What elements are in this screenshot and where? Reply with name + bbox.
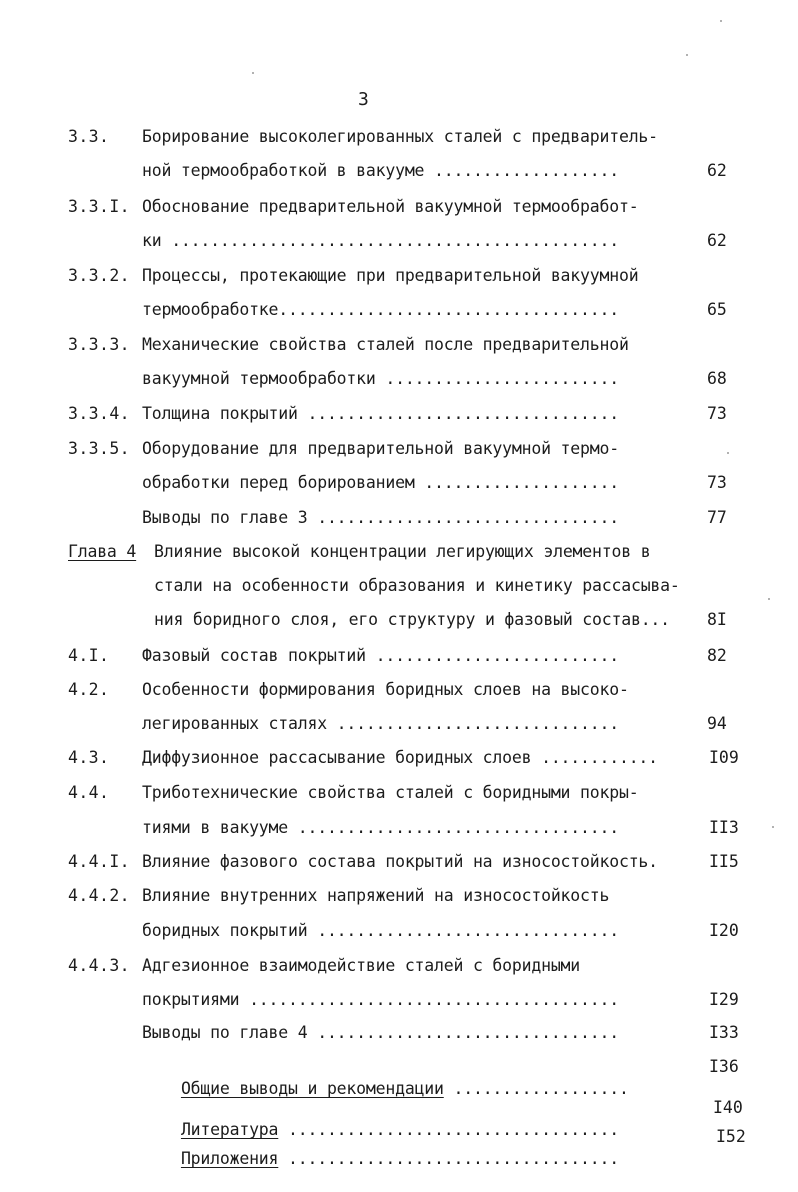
toc-section-title: Литература <box>180 1120 279 1139</box>
toc-num: 4.4. <box>68 783 110 802</box>
toc-leader: .................................. <box>278 1149 619 1168</box>
toc-num: 3.3.4. <box>68 404 131 423</box>
toc-num: 3.3. <box>68 127 110 146</box>
toc-page: II3 <box>709 818 739 837</box>
toc-num: 3.3.2. <box>68 266 131 285</box>
toc-page: 73 <box>707 404 727 423</box>
toc-page: I52 <box>716 1127 746 1146</box>
toc-page: 73 <box>707 473 727 492</box>
scan-speck <box>720 20 722 22</box>
toc-title: Влияние фазового состава покрытий на износостойкость. <box>142 852 658 871</box>
toc-num: 3.3.I. <box>68 197 131 216</box>
toc-title: Влияние внутренних напряжений на износостойкость <box>142 886 610 905</box>
toc-title-cont: покрытиями ...................................... <box>142 990 619 1009</box>
toc-title-cont: ния боридного слоя, его структуру и фазовый состав... <box>154 610 670 629</box>
toc-title: Особенности формирования боридных слоев на высоко- <box>142 680 629 699</box>
toc-num: 4.4.3. <box>68 956 131 975</box>
toc-title: Триботехнические свойства сталей с боридными покры- <box>142 783 639 802</box>
toc-page: 62 <box>707 161 727 180</box>
scan-speck <box>252 72 254 74</box>
scan-speck <box>768 598 770 600</box>
toc-title-cont: обработки перед борированием .................... <box>142 473 619 492</box>
toc-num: 4.4.I. <box>68 852 131 871</box>
toc-leader: .................. <box>443 1079 629 1098</box>
toc-num: 4.4.2. <box>68 886 131 905</box>
toc-page: 65 <box>707 300 727 319</box>
toc-title: Адгезионное взаимодействие сталей с боридными <box>142 956 581 975</box>
toc-page: I20 <box>709 921 739 940</box>
toc-num: 4.2. <box>68 680 110 699</box>
toc-title: Борирование высоколегированных сталей с предваритель- <box>142 127 658 146</box>
toc-page: I40 <box>713 1098 743 1117</box>
toc-page: II5 <box>709 852 739 871</box>
toc-title: Влияние высокой концентрации легирующих элементов в <box>154 542 651 561</box>
toc-num: 3.3.5. <box>68 439 131 458</box>
toc-title-cont: стали на особенности образования и кинетику рассасыва- <box>154 576 680 595</box>
toc-page: 62 <box>707 231 727 250</box>
toc-title-cont: легированных сталях ............................. <box>142 714 619 733</box>
toc-title: Толщина покрытий ................................ <box>142 404 619 423</box>
toc-page: 77 <box>707 508 727 527</box>
toc-page: 82 <box>707 646 727 665</box>
toc-leader: .................................. <box>278 1120 619 1139</box>
toc-title-cont: боридных покрытий ............................... <box>142 921 619 940</box>
toc-num: 4.3. <box>68 748 110 767</box>
toc-page: 68 <box>707 369 727 388</box>
page-number: 3 <box>358 89 369 110</box>
toc-title-cont: тиями в вакууме ................................. <box>142 818 619 837</box>
scan-speck <box>686 54 688 56</box>
toc-section-title: Общие выводы и рекомендации <box>180 1079 444 1098</box>
toc-page: I09 <box>709 748 739 767</box>
toc-page: I29 <box>709 990 739 1009</box>
toc-num: 4.I. <box>68 646 110 665</box>
toc-page: I36 <box>709 1057 739 1076</box>
toc-page: 8I <box>707 610 727 629</box>
toc-title-cont: ки .............................................. <box>142 231 619 250</box>
toc-page: 94 <box>707 714 727 733</box>
toc-title: Оборудование для предварительной вакуумной термо- <box>142 439 619 458</box>
toc-title: Выводы по главе 4 ............................... <box>142 1023 619 1042</box>
scan-speck <box>772 826 774 828</box>
toc-section-title: Приложения <box>180 1149 279 1168</box>
toc-title-cont: термообработке................................... <box>142 300 619 319</box>
toc-section <box>142 1126 619 1192</box>
toc-title: Процессы, протекающие при предварительной вакуумной <box>142 266 639 285</box>
toc-title: Механические свойства сталей после предварительной <box>142 335 629 354</box>
toc-title: Диффузионное рассасывание боридных слоев ............ <box>142 748 658 767</box>
toc-page: I33 <box>709 1023 739 1042</box>
toc-title-cont: вакуумной термообработки ........................ <box>142 369 619 388</box>
toc-title: Выводы по главе 3 ............................... <box>142 508 619 527</box>
toc-title: Фазовый состав покрытий ......................... <box>142 646 619 665</box>
toc-num: 3.3.3. <box>68 335 131 354</box>
chapter-label: Глава 4 <box>68 542 137 561</box>
toc-title: Обоснование предварительной вакуумной термообработ- <box>142 197 639 216</box>
scan-speck <box>727 452 729 454</box>
toc-title-cont: ной термообработкой в вакууме ................... <box>142 161 619 180</box>
